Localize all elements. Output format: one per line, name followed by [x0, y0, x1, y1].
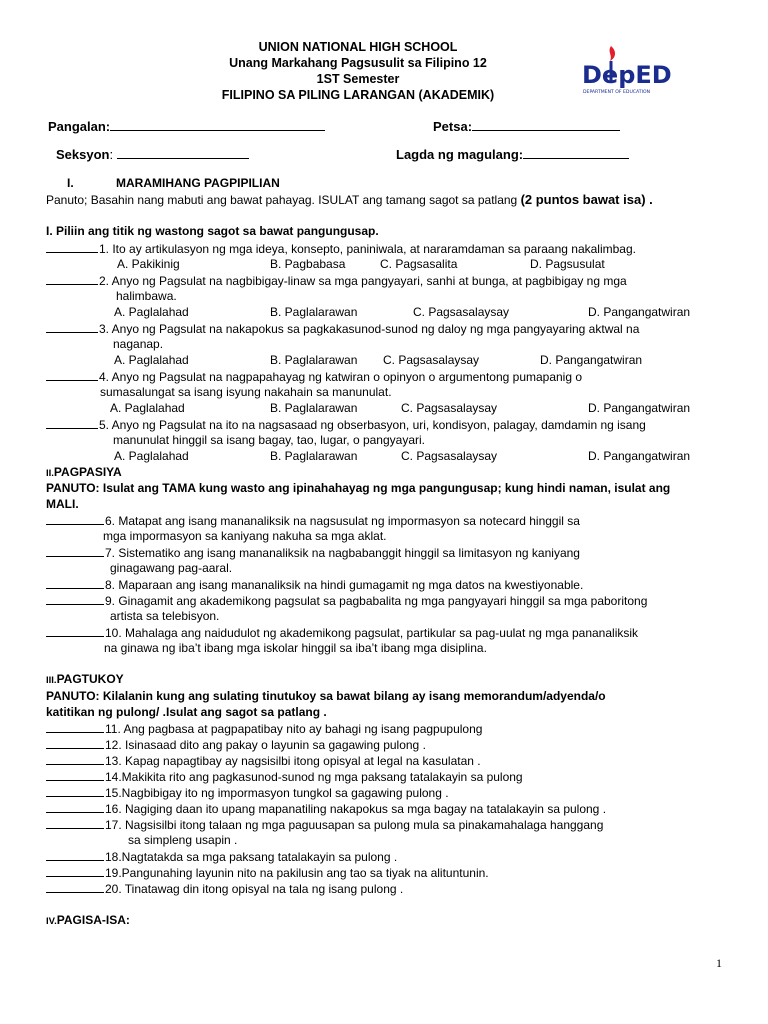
name-field: [48, 119, 325, 134]
name-label: Pangalan:: [48, 119, 111, 134]
question-9: 9. Ginagamit ang akademikong pagsulat sa pagbabalita ng mga pangyayari hinggil sa mga paboritong: [46, 593, 647, 609]
choice-4c: C. Pagsasalaysay: [401, 401, 498, 415]
question-14: 14.Makikita rito ang pagkasunod-sunod ng mga paksang tatalakayin sa pulong: [46, 769, 523, 785]
school-name: UNION NATIONAL HIGH SCHOOL: [258, 40, 458, 54]
question-6-cont: mga impormasyon sa kaniyang nakuha sa mga aklat.: [103, 529, 387, 543]
part2-directions-cont: MALI.: [46, 497, 79, 511]
question-4: 4. Anyo ng Pagsulat na nagpapahayag ng katwiran o opinyon o argumentong pumapanig o: [46, 369, 582, 385]
answer-blank-5[interactable]: [46, 417, 98, 429]
question-3-cont: naganap.: [113, 337, 164, 351]
name-blank[interactable]: [110, 119, 325, 131]
subject-title: FILIPINO SA PILING LARANGAN (AKADEMIK): [221, 88, 495, 102]
answer-blank-17[interactable]: [46, 817, 104, 829]
section-field: Seksyon:: [56, 147, 249, 162]
question-2-cont: halimbawa.: [116, 289, 177, 303]
choice-2b: B. Paglalarawan: [270, 305, 358, 319]
part1-number: I.: [67, 176, 74, 190]
choice-3d: D. Pangangatwiran: [540, 353, 643, 367]
question-3: 3. Anyo ng Pagsulat na nakapokus sa pagkakasunod-sunod ng daloy ng mga pangyayaring aktwal na: [46, 321, 639, 337]
parent-sign-label: Lagda ng magulang:: [396, 147, 524, 162]
choice-2c: C. Pagsasalaysay: [413, 305, 510, 319]
date-field: [433, 119, 620, 134]
choice-5c: C. Pagsasalaysay: [401, 449, 498, 463]
part3-directions-cont: katitikan ng pulong/ .Isulat ang sagot sa patlang .: [46, 705, 327, 719]
question-12: 12. Isinasaad dito ang pakay o layunin sa gagawing pulong .: [46, 737, 426, 753]
parent-sign-field: [396, 147, 629, 162]
answer-blank-8[interactable]: [46, 577, 104, 589]
choice-1a: A. Pakikinig: [117, 257, 180, 271]
choice-4a: A. Paglalahad: [110, 401, 185, 415]
answer-blank-10[interactable]: [46, 625, 104, 637]
answer-blank-3[interactable]: [46, 321, 98, 333]
date-blank[interactable]: [472, 119, 620, 131]
question-7-cont: ginagawang pag-aaral.: [110, 561, 233, 575]
choice-1c: C. Pagsasalita: [380, 257, 458, 271]
part1-instruction: I. Piliin ang titik ng wastong sagot sa bawat pangungusap.: [46, 224, 379, 238]
question-8: 8. Maparaan ang isang mananaliksik na hindi gumagamit ng mga datos na kwestiyonable.: [46, 577, 583, 593]
question-17: 17. Nagsisilbi itong talaan ng mga paguusapan sa pulong mula sa pinakamahalaga hanggang: [46, 817, 603, 833]
choice-2d: D. Pangangatwiran: [588, 305, 691, 319]
question-5: 5. Anyo ng Pagsulat na ito na nagsasaad ng obserbasyon, uri, kondisyon, palagay, damdamin ng isang: [46, 417, 646, 433]
answer-blank-16[interactable]: [46, 801, 104, 813]
date-label: Petsa:: [433, 119, 473, 134]
question-10-cont: na ginawa ng iba’t ibang mga iskolar hinggil sa iba’t ibang mga disiplina.: [104, 641, 487, 655]
choice-5d: D. Pangangatwiran: [588, 449, 691, 463]
logo-subtext: DEPARTMENT OF EDUCATION: [583, 90, 651, 95]
answer-blank-7[interactable]: [46, 545, 104, 557]
question-19: 19.Pangunahing layunin nito na pakilusin ang tao sa tiyak na alituntunin.: [46, 865, 489, 881]
choice-3c: C. Pagsasalaysay: [383, 353, 480, 367]
question-7: 7. Sistematiko ang isang mananaliksik na nagbabanggit hinggil sa limitasyon ng kaniyang: [46, 545, 580, 561]
part3-directions: PANUTO: Kilalanin kung ang sulating tinutukoy sa bawat bilang ay isang memorandum/adyenda/o: [46, 689, 606, 703]
parent-sign-blank[interactable]: [523, 147, 629, 159]
answer-blank-14[interactable]: [46, 769, 104, 781]
question-10: 10. Mahalaga ang naidudulot ng akademikong pagsulat, partikular sa pag-uulat ng mga pananaliksik: [46, 625, 638, 641]
choice-1d: D. Pagsusulat: [530, 257, 605, 271]
choice-4d: D. Pangangatwiran: [588, 401, 691, 415]
question-20: 20. Tinatawag din itong opisyal na tala ng isang pulong .: [46, 881, 403, 897]
part3-heading: III.PAGTUKOY: [46, 672, 124, 686]
logo-lettering: DepED: [582, 61, 672, 89]
question-11: 11. Ang pagbasa at pagpapatibay nito ay bahagi ng isang pagpupulong: [46, 721, 482, 737]
question-16: 16. Nagiging daan ito upang mapanatiling nakapokus sa mga bagay na tatalakayin sa pulong .: [46, 801, 606, 817]
answer-blank-15[interactable]: [46, 785, 104, 797]
semester: 1ST Semester: [316, 72, 400, 86]
question-6: 6. Matapat ang isang mananaliksik na nagsusulat ng impormasyon sa notecard hinggil sa: [46, 513, 580, 529]
answer-blank-20[interactable]: [46, 881, 104, 893]
deped-logo: [580, 42, 672, 102]
part1-directions: Panuto; Basahin nang mabuti ang bawat pahayag. ISULAT ang tamang sagot sa patlang (2 puntos bawat isa) .: [46, 192, 653, 207]
answer-blank-4[interactable]: [46, 369, 98, 381]
choice-5b: B. Paglalarawan: [270, 449, 358, 463]
choice-1b: B. Pagbabasa: [270, 257, 346, 271]
question-9-cont: artista sa telebisyon.: [110, 609, 220, 623]
answer-blank-11[interactable]: [46, 721, 104, 733]
section-blank[interactable]: [117, 147, 249, 159]
answer-blank-13[interactable]: [46, 753, 104, 765]
part2-directions: PANUTO: Isulat ang TAMA kung wasto ang ipinahahayag ng mga pangungusap; kung hindi naman, isulat ang: [46, 481, 671, 495]
question-2: 2. Anyo ng Pagsulat na nagbibigay-linaw sa mga pangyayari, sanhi at bunga, at pagbibigay ng mga: [46, 273, 627, 289]
answer-blank-18[interactable]: [46, 849, 104, 861]
question-13: 13. Kapag napagtibay ay nagsisilbi itong opisyal at legal na kasulatan .: [46, 753, 481, 769]
section-label: Seksyon: [56, 147, 110, 162]
part2-heading: II.PAGPASIYA: [46, 465, 122, 479]
exam-title: Unang Markahang Pagsusulit sa Filipino 12: [229, 56, 487, 70]
choice-4b: B. Paglalarawan: [270, 401, 358, 415]
answer-blank-12[interactable]: [46, 737, 104, 749]
answer-blank-9[interactable]: [46, 593, 104, 605]
answer-blank-6[interactable]: [46, 513, 104, 525]
question-18: 18.Nagtatakda sa mga paksang tatalakayin sa pulong .: [46, 849, 397, 865]
question-4-cont: sumasalungat sa isang isyung nakahain sa manunulat.: [100, 385, 392, 399]
answer-blank-2[interactable]: [46, 273, 98, 285]
question-5-cont: manunulat hinggil sa isang bagay, tao, lugar, o pangyayari.: [113, 433, 425, 447]
part1-title: MARAMIHANG PAGPIPILIAN: [116, 176, 280, 190]
choice-3b: B. Paglalarawan: [270, 353, 358, 367]
question-1: 1. Ito ay artikulasyon ng mga ideya, konsepto, paniniwala, at nararamdaman sa paraang nakalimbag.: [46, 241, 636, 257]
part4-heading: IV.PAGISA-ISA:: [46, 913, 130, 927]
question-17-cont: sa simpleng usapin .: [128, 833, 238, 847]
answer-blank-1[interactable]: [46, 241, 98, 253]
choice-3a: A. Paglalahad: [114, 353, 189, 367]
choice-2a: A. Paglalahad: [114, 305, 189, 319]
page-number: 1: [716, 956, 722, 970]
answer-blank-19[interactable]: [46, 865, 104, 877]
choice-5a: A. Paglalahad: [114, 449, 189, 463]
question-15: 15.Nagbibigay ito ng impormasyon tungkol sa gagawing pulong .: [46, 785, 449, 801]
